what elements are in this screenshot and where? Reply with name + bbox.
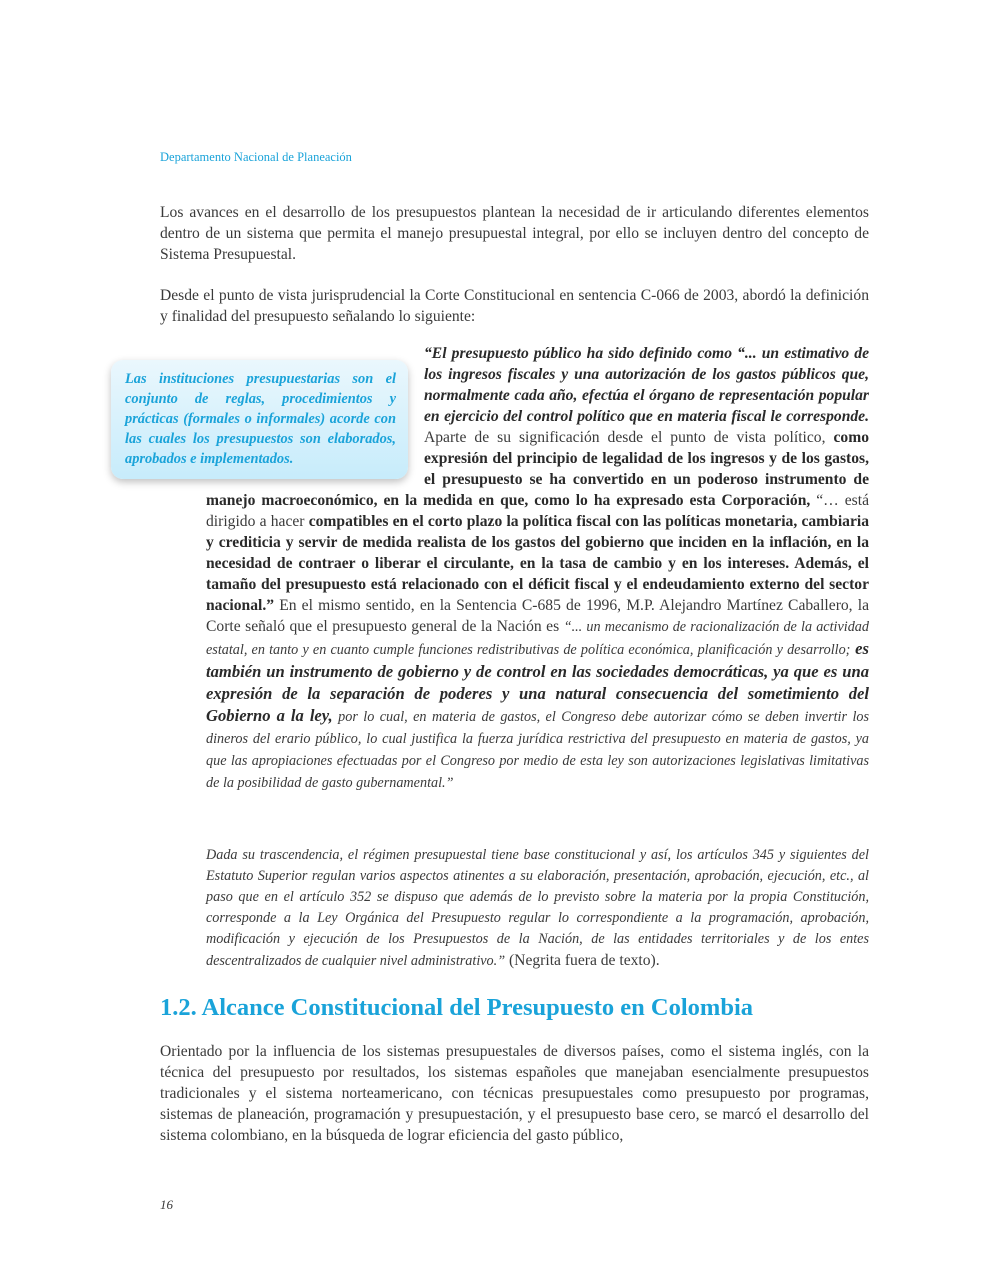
running-head: Departamento Nacional de Planeación: [160, 150, 352, 164]
callout-float-spacer: [206, 343, 424, 490]
court-quote-continued: [206, 845, 869, 972]
quote-segment: “… está dirigido a hacer: [206, 492, 869, 530]
court-quote: [206, 343, 869, 794]
quote-segment: es también un instrumento de gobierno y de control en las sociedades democráticas, ya que es una expresión de la separación de poderes y una natural consecuencia del sometimiento del Gobierno a la ley,: [206, 639, 869, 725]
quote2-text: Dada su trascendencia, el régimen presupuestal tiene base constitucional y así, los artículos 345 y siguientes del Estatuto Superior regulan varios aspectos atinentes a su elaboración, presentación, aprobación, ejecución, etc., al paso que en el artículo 352 se dispuso que además de lo previsto sobre la materia por la propia Constitución, corresponde a la Ley Orgánica del Presupuesto regular lo correspondiente a la programación, aprobación, modificación y ejecución de los Presupuestos de la Nación, de las entidades territoriales y de los entes descentralizados de cualquier nivel administrativo.”: [206, 847, 869, 969]
page-number: 16: [160, 1197, 173, 1212]
quote2-note: (Negrita fuera de texto).: [505, 952, 660, 969]
section-heading: 1.2. Alcance Constitucional del Presupuesto en Colombia: [160, 994, 754, 1021]
quote-segment: “... un mecanismo de racionalización de la actividad estatal, en tanto y en cuanto cumple funciones redistributivas de política económica, planificación y desarrollo;: [206, 619, 869, 658]
quote-segment: Aparte de su significación desde el punto de vista político,: [424, 429, 834, 446]
quote-segment: compatibles en el corto plazo la política fiscal con las políticas monetaria, cambiaria y crediticia y servir de medida realista de los gastos del gobierno que inciden en la inflación, en la necesidad de contraer o liberar el circulante, en la tasa de cambio y en los intereses. Además, el tamaño del presupuesto está relacionado con el déficit fiscal y el endeudamiento externo del sector nacional.”: [206, 513, 870, 614]
quote-segment: por lo cual, en materia de gastos, el Congreso debe autorizar cómo se deben invertir los dineros del erario público, lo cual justifica la fuerza jurídica restrictiva del presupuesto en materia de gastos, ya que las apropiaciones efectuadas por el Congreso por medio de esta ley son autorizaciones legislativas limitativas de la posibilidad de gasto gubernamental.”: [206, 709, 869, 791]
quote-segment: como expresión del principio de legalidad de los ingresos y de los gastos, el presupuesto se ha convertido en un poderoso instrumento de manejo macroeconómico, en la medida en que, como lo ha expresado esta Corporación,: [206, 429, 869, 509]
callout-box: Las instituciones presupuestarias son el conjunto de reglas, procedimientos y prácticas (formales o informales) acorde con las cuales los presupuestos son elaborados, aprobados e implementados.: [111, 360, 408, 479]
section-paragraph: Orientado por la influencia de los sistemas presupuestales de diversos países, como el sistema inglés, con la técnica del presupuesto por resultados, los sistemas españoles que manejaban esencialmente presupuestos tradicionales y el sistema norteamericano, con técnicas presupuestales como presupuesto por programas, sistemas de planeación, programación y presupuestación, y el presupuesto base cero, se marcó el desarrollo del sistema colombiano, en la búsqueda de lograr eficiencia del gasto público,: [160, 1043, 869, 1144]
intro-paragraph: Los avances en el desarrollo de los presupuestos plantean la necesidad de ir articulando diferentes elementos dentro de un sistema que permita el manejo presupuestal integral, por ello se incluyen dentro del concepto de Sistema Presupuestal.: [160, 204, 869, 263]
jurisprudence-paragraph: Desde el punto de vista jurisprudencial la Corte Constitucional en sentencia C-066 de 2003, abordó la definición y finalidad del presupuesto señalando lo siguiente:: [160, 287, 869, 325]
quote-segment: “El presupuesto público ha sido definido como “... un estimativo de los ingresos fiscales y una autorización de los gastos públicos que, normalmente cada año, efectúa el órgano de representación popular en ejercicio del control político que en materia fiscal le corresponde.: [424, 345, 869, 425]
quote-segment: En el mismo sentido, en la Sentencia C-685 de 1996, M.P. Alejandro Martínez Caballero, la Corte señaló que el presupuesto general de la Nación es: [206, 597, 869, 635]
